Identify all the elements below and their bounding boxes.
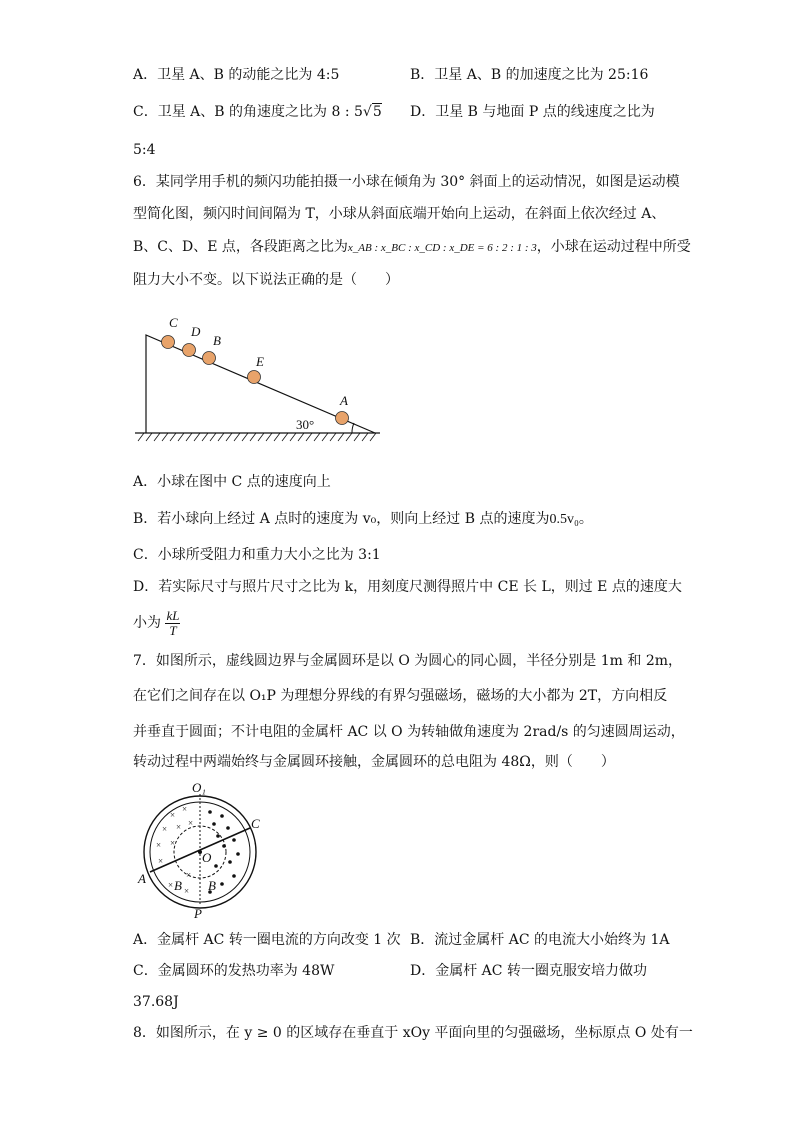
q6-option-d-continued	[133, 608, 180, 638]
fraction-denominator: T	[169, 622, 177, 638]
q6-distance-ratio: x_AB : x_BC : x_CD : x_DE = 6 : 2 : 1 : 3	[347, 242, 537, 254]
q5-option-c-root: 5	[372, 104, 382, 120]
label-a: A	[138, 871, 146, 886]
q7-stem-line1: 7．如图所示，虚线圆边界与金属圆环是以 O 为圆心的同心圆，半径分别是 1m 和 2m，	[133, 653, 682, 669]
ball-d	[183, 344, 196, 357]
label-b: B	[213, 333, 221, 348]
svg-text:×: ×	[168, 880, 174, 890]
svg-text:×: ×	[186, 870, 192, 880]
ball-a	[336, 412, 349, 425]
q6-angle-label: 30°	[296, 417, 315, 432]
q6-option-d-fraction	[165, 609, 180, 638]
q5-option-d: D．卫星 B 与地面 P 点的线速度之比为	[410, 104, 655, 120]
q6-stem-line2: 型简化图，频闪时间间隔为 T，小球从斜面底端开始向上运动，在斜面上依次经过 A、	[133, 206, 666, 222]
q5-option-c: C．卫星 A、B 的角速度之比为 8 : 5√5	[133, 104, 382, 120]
ball-b	[203, 352, 216, 365]
q6-stem-line3-end: ，小球在运动过程中所受	[536, 239, 691, 255]
q6-option-c: C．小球所受阻力和重力大小之比为 3:1	[133, 547, 381, 563]
q6-incline-figure	[130, 305, 390, 445]
label-a: A	[340, 393, 348, 408]
q7-stem-line4: 转动过程中两端始终与金属圆环接触，金属圆环的总电阻为 48Ω，则（ ）	[133, 754, 615, 770]
label-o1: O₁	[192, 780, 206, 795]
q6-option-d: D．若实际尺寸与照片尺寸之比为 k，用刻度尺测得照片中 CE 长 L，则过 E 点的速度大	[133, 579, 682, 595]
label-b-right: B	[208, 878, 216, 893]
svg-text:×: ×	[188, 818, 194, 828]
q6-option-b-value: 0.5v₀。	[549, 512, 593, 527]
svg-text:×: ×	[176, 822, 182, 832]
svg-text:×: ×	[182, 804, 188, 814]
label-c: C	[169, 315, 178, 330]
ball-c	[162, 336, 175, 349]
q8-stem-line1: 8．如图所示，在 y ≥ 0 的区域存在垂直于 xOy 平面向里的匀强磁场，坐标原点 O 处有一	[133, 1025, 693, 1041]
q5-option-c-text: C．卫星 A、B 的角速度之比为 8 : 5	[133, 104, 363, 120]
q5-option-a: A．卫星 A、B 的动能之比为 4:5	[133, 67, 340, 83]
q5-option-b: B．卫星 A、B 的加速度之比为 25:16	[410, 67, 649, 83]
q6-stem-line3-start: B、C、D、E 点，各段距离之比为	[133, 239, 348, 255]
q5-option-d-continued: 5:4	[133, 142, 156, 158]
q6-stem-line1: 6．某同学用手机的频闪功能拍摄一小球在倾角为 30° 斜面上的运动情况，如图是运动模	[133, 174, 680, 190]
svg-text:×: ×	[170, 838, 176, 848]
q7-option-d: D．金属杆 AC 转一圈克服安培力做功	[410, 963, 647, 979]
q7-option-d-continued: 37.68J	[133, 994, 179, 1010]
q7-stem-line3: 并垂直于圆面；不计电阻的金属杆 AC 以 O 为转轴做角速度为 2rad/s 的匀速圆周运动，	[133, 724, 685, 740]
label-c: C	[251, 816, 260, 831]
q7-option-b: B．流过金属杆 AC 的电流大小始终为 1A	[410, 932, 670, 948]
q6-option-d-text: 小为	[133, 615, 161, 631]
q6-option-a: A．小球在图中 C 点的速度向上	[133, 474, 331, 490]
q7-ring-figure	[130, 780, 270, 920]
label-b-left: B	[174, 878, 182, 893]
label-d: D	[191, 324, 201, 339]
ball-e	[248, 371, 261, 384]
q7-stem-line2: 在它们之间存在以 O₁P 为理想分界线的有界匀强磁场，磁场的大小都为 2T，方向相反	[133, 688, 668, 704]
q7-option-c: C．金属圆环的发热功率为 48W	[133, 963, 335, 979]
label-p: P	[194, 906, 202, 920]
svg-text:×: ×	[170, 810, 176, 820]
svg-text:×: ×	[156, 840, 162, 850]
q7-option-a: A．金属杆 AC 转一圈电流的方向改变 1 次	[133, 932, 401, 948]
svg-text:×: ×	[184, 886, 190, 896]
label-e: E	[256, 354, 264, 369]
q6-stem-line3	[133, 237, 691, 258]
label-o: O	[202, 850, 212, 865]
svg-text:×: ×	[158, 856, 164, 866]
q6-stem-line4: 阻力大小不变。以下说法正确的是（ ）	[133, 272, 399, 288]
fraction-numerator: kL	[166, 607, 180, 623]
q6-option-b	[133, 509, 593, 530]
svg-text:×: ×	[162, 824, 168, 834]
q6-option-b-text: B．若小球向上经过 A 点时的速度为 v₀，则向上经过 B 点的速度为	[133, 511, 550, 527]
